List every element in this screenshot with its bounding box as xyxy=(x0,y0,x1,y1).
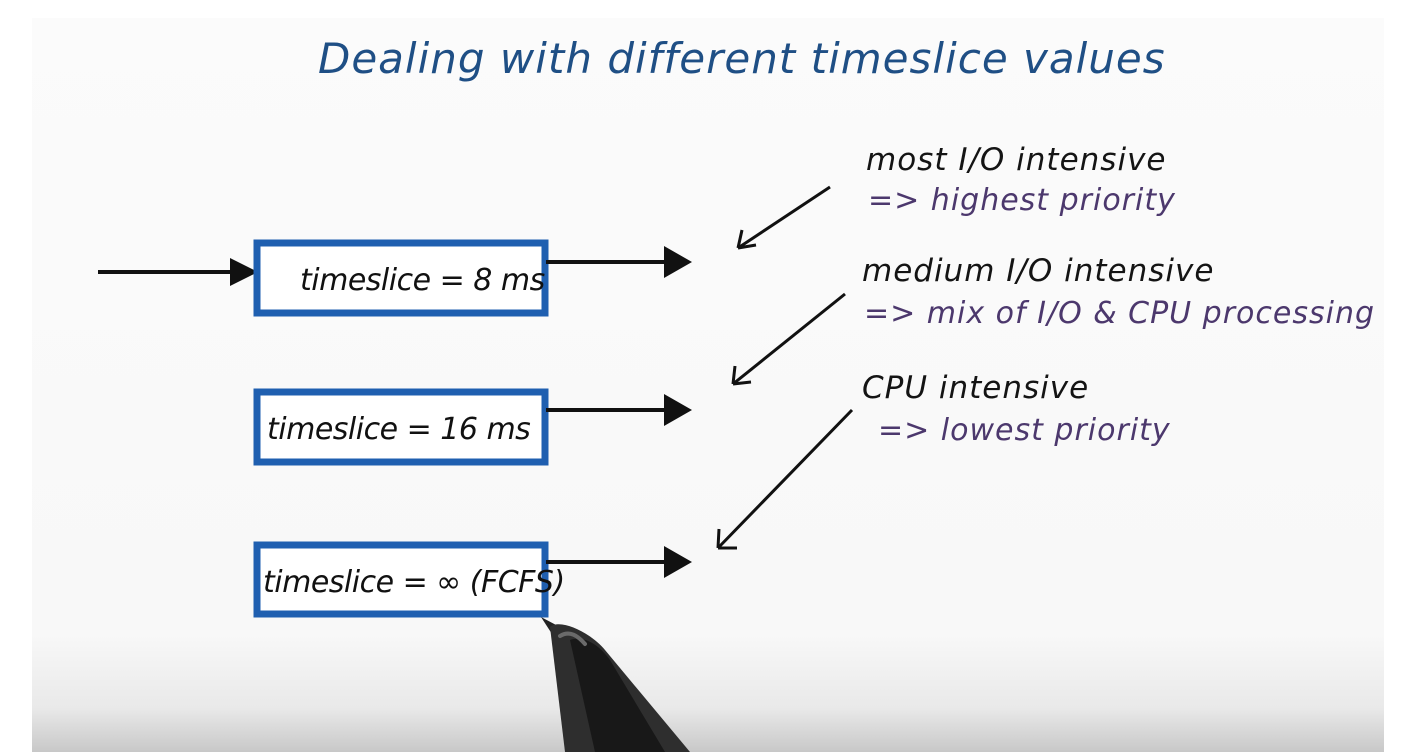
annotation-pointer xyxy=(738,187,830,248)
annotation-cpu xyxy=(718,370,1171,548)
annotation-heading: medium I/O intensive xyxy=(862,253,1215,289)
annotation-heading: most I/O intensive xyxy=(866,142,1167,178)
outgoing-arrow-head xyxy=(664,546,692,578)
queue-fcfs xyxy=(257,545,692,614)
annotation-detail: => lowest priority xyxy=(878,413,1171,448)
annotation-medium-io xyxy=(733,253,1375,384)
queue-8ms xyxy=(98,243,692,313)
queue-label: timeslice = ∞ (FCFS) xyxy=(263,565,565,600)
annotation-pointer xyxy=(718,410,852,548)
queue-label: timeslice = 8 ms xyxy=(300,263,545,298)
annotation-heading: CPU intensive xyxy=(862,370,1090,406)
marker-pen-illustration xyxy=(541,617,690,752)
outgoing-arrow-head xyxy=(664,394,692,426)
annotation-detail: => mix of I/O & CPU processing xyxy=(864,296,1376,331)
outgoing-arrow-head xyxy=(664,246,692,278)
annotation-pointer xyxy=(733,294,845,384)
queue-16ms xyxy=(257,392,692,462)
annotation-most-io xyxy=(738,142,1176,248)
queue-label: timeslice = 16 ms xyxy=(267,412,531,447)
diagram-title: Dealing with different timeslice values xyxy=(318,34,1166,83)
annotation-detail: => highest priority xyxy=(868,183,1176,218)
